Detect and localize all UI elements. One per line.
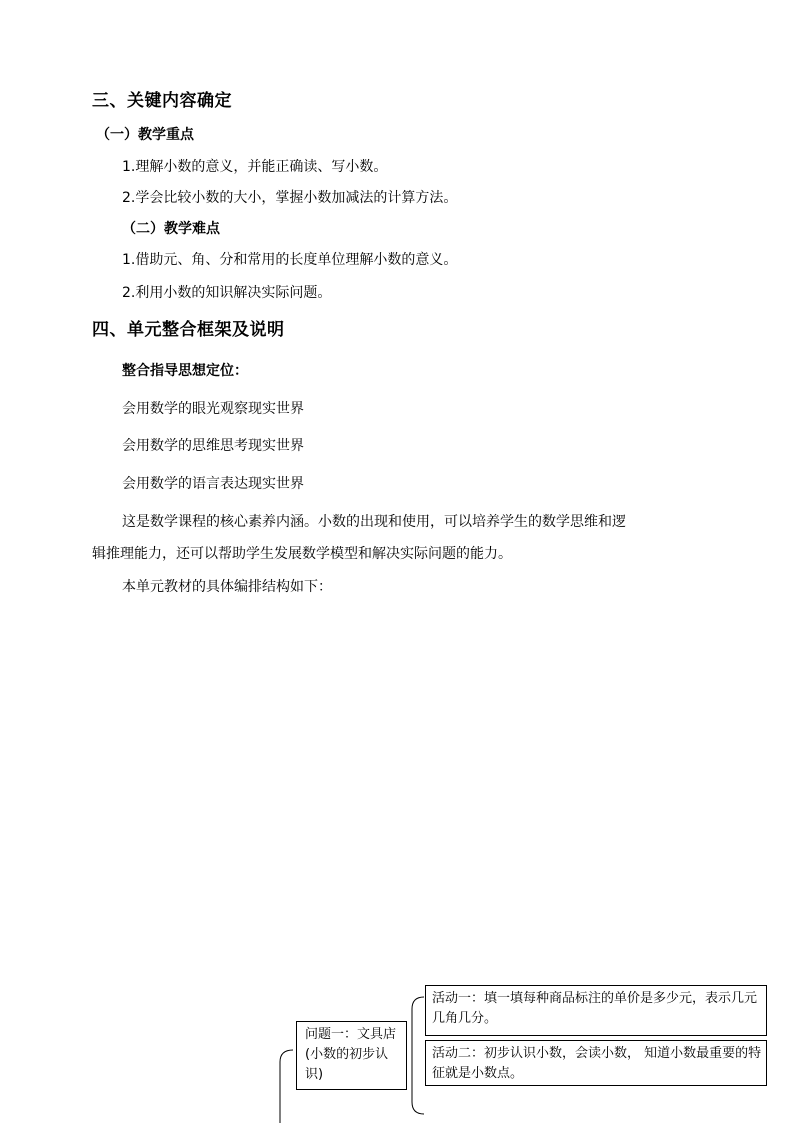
difficulty-item-1: 1.借助元、角、分和常用的长度单位理解小数的意义。 <box>122 252 458 268</box>
guide-item-3: 会用数学的语言表达现实世界 <box>122 476 304 492</box>
section-3-title: 三、关键内容确定 <box>92 91 232 111</box>
focus-item-2: 2.学会比较小数的大小，掌握小数加减法的计算方法。 <box>122 190 458 206</box>
guide-item-2: 会用数学的思维思考现实世界 <box>122 438 304 454</box>
activity-2-box: 活动二：初步认识小数，会读小数， 知道小数最重要的特征就是小数点。 <box>425 1040 767 1086</box>
activity-1-box: 活动一：填一填每种商品标注的单价是多少元，表示几元几角几分。 <box>425 985 767 1036</box>
problem-1-box: 问题一：文具店(小数的初步认识) <box>296 1021 407 1090</box>
teaching-focus-title: （一）教学重点 <box>96 127 194 143</box>
focus-item-1: 1.理解小数的意义，并能正确读、写小数。 <box>122 159 388 175</box>
difficulty-item-2: 2.利用小数的知识解决实际问题。 <box>122 285 332 301</box>
teaching-difficulty-title: （二）教学难点 <box>122 221 220 237</box>
guide-title: 整合指导思想定位： <box>122 363 248 379</box>
guide-item-1: 会用数学的眼光观察现实世界 <box>122 401 304 417</box>
paragraph-2: 本单元教材的具体编排结构如下： <box>122 579 332 595</box>
paragraph-1-line-2: 辑推理能力，还可以帮助学生发展数学模型和解决实际问题的能力。 <box>92 546 512 562</box>
section-4-title: 四、单元整合框架及说明 <box>92 320 285 340</box>
paragraph-1-line-1: 这是数学课程的核心素养内涵。小数的出现和使用，可以培养学生的数学思维和逻 <box>122 514 626 530</box>
